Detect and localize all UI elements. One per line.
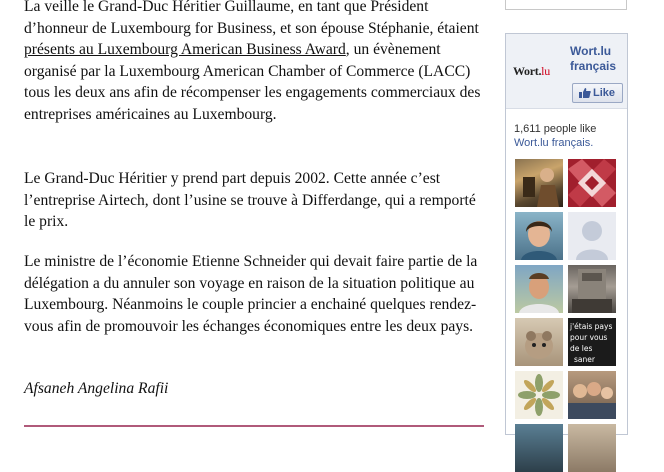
fan-photo: [515, 265, 563, 313]
like-count: [514, 122, 624, 150]
fan-avatar[interactable]: [515, 371, 563, 419]
fan-avatar[interactable]: [515, 424, 563, 472]
section-divider: [24, 425, 484, 427]
like-label: Like: [593, 87, 616, 99]
fan-photo: [515, 212, 563, 260]
logo-suffix: lu: [541, 64, 550, 78]
fan-photo: [515, 318, 563, 366]
fan-group-photo: [568, 371, 616, 419]
fan-avatar[interactable]: [515, 318, 563, 366]
fan-avatar[interactable]: [568, 318, 616, 366]
article-paragraph-2: Le Grand-Duc Héritier y prend part depuis 2002. Cette année c’est l’entreprise Airtech, dont l’usine se trouve à Differdange, qui a remporté le prix.: [24, 170, 476, 230]
article-paragraph-1: [24, 0, 489, 125]
facebook-box-header: [506, 34, 627, 108]
fan-photo: [568, 265, 616, 313]
facebook-page-name[interactable]: Wort.lu français: [570, 44, 617, 73]
article-author: Afsaneh Angelina Rafii: [24, 380, 169, 397]
page-link[interactable]: Wort.lu français.: [514, 137, 594, 149]
fan-avatar[interactable]: [568, 159, 616, 207]
paragraph-text: , un évènement organisé par la Luxembourg American Chamber of Commerce (LACC) tous les deux ans afin de récompenser les engagements commerciaux des entreprises américaines au Luxembourg.: [24, 41, 481, 123]
leaf-logo-icon: [515, 371, 563, 419]
fan-avatar[interactable]: [515, 212, 563, 260]
facebook-like-button[interactable]: [572, 83, 623, 103]
fan-avatar[interactable]: [568, 371, 616, 419]
article-paragraph-3: Le ministre de l’économie Etienne Schneider qui devait faire partie de la délégation a du annuler son voyage en raison de la situation politique au Luxembourg. Néanmoins le couple princier a enchainé quelques rendez-vous afin de promouvoir les échanges économiques entre les deux pays.: [24, 253, 478, 335]
like-count-text: 1,611 people like: [514, 123, 597, 135]
svg-text:j'étais pays: j'étais pays: [570, 322, 613, 331]
facebook-box-divider: [506, 108, 627, 109]
logo-text: Wort.: [513, 64, 542, 78]
fan-avatar[interactable]: [515, 159, 563, 207]
sidebar-top-box: [505, 0, 627, 10]
thumbs-up-icon: [579, 88, 591, 98]
facebook-like-box: [505, 33, 628, 435]
fan-photo: [515, 159, 563, 207]
default-avatar[interactable]: [568, 212, 616, 260]
svg-text:saner: saner: [574, 355, 595, 364]
fan-text-image: [568, 318, 616, 366]
wort-logo[interactable]: [513, 64, 550, 79]
default-person-icon: [568, 212, 616, 260]
fan-avatar[interactable]: [568, 265, 616, 313]
fan-logo: [568, 159, 616, 207]
fan-avatar[interactable]: [568, 424, 616, 472]
paragraph-text: La veille le Grand-Duc Héritier Guillaume, en tant que Président d’honneur de Luxembourg for Business, et son épouse Stéphanie, étaient: [24, 0, 479, 37]
award-link[interactable]: présents au Luxembourg American Business Award: [24, 41, 346, 58]
svg-text:de les: de les: [570, 344, 593, 353]
fan-avatar[interactable]: [515, 265, 563, 313]
svg-text:pour vous: pour vous: [570, 333, 608, 342]
